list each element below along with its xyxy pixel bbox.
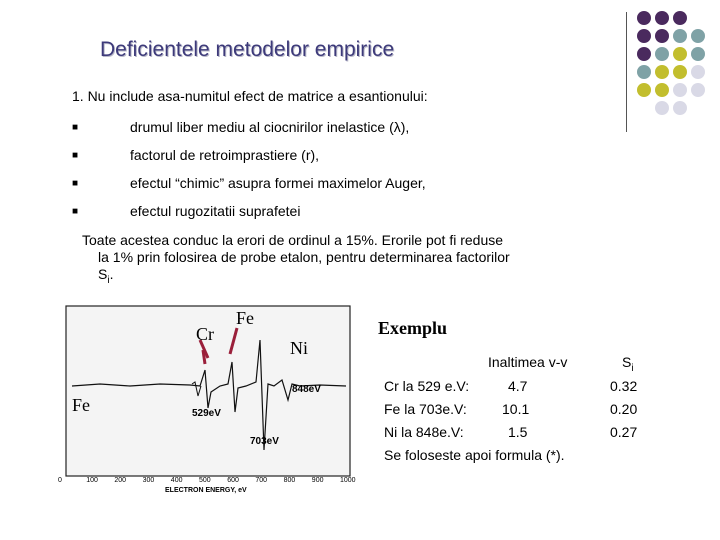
- summary-paragraph: [82, 232, 582, 289]
- x-tick-label: 600: [227, 477, 239, 484]
- bullet-item: drumul liber mediu al ciocnirilor inelastice (λ),: [130, 119, 410, 135]
- decorative-dot: [673, 65, 687, 79]
- x-axis-label: ELECTRON ENERGY, eV: [165, 487, 247, 494]
- peak-label-848: 848eV: [292, 384, 321, 395]
- row-label: Cr la 529 e.V:: [384, 378, 470, 394]
- decorative-dot: [673, 47, 687, 61]
- decorative-dot: [637, 65, 651, 79]
- paragraph-line: Toate acestea conduc la erori de ordinul a 15%. Erorile pot fi reduse: [82, 232, 504, 248]
- decorative-dot: [655, 83, 669, 97]
- decorative-dot: [655, 65, 669, 79]
- peak-label-529: 529eV: [192, 408, 221, 419]
- row-s: 0.32: [610, 378, 638, 394]
- row-s: 0.27: [610, 424, 638, 440]
- decorative-dot: [691, 83, 705, 97]
- decorative-dot: [691, 29, 705, 43]
- row-height: 1.5: [508, 424, 528, 440]
- x-tick-label: 200: [114, 477, 127, 484]
- x-tick-label: 700: [255, 477, 268, 484]
- decorative-dot: [637, 29, 651, 43]
- decorative-vertical-line: [626, 12, 627, 132]
- x-tick-label: 300: [142, 477, 155, 484]
- decorative-dot: [691, 47, 705, 61]
- bullet-marker: ■: [72, 150, 79, 161]
- example-heading: Exemplu: [378, 318, 448, 338]
- row-label: Fe la 703e.V:: [384, 401, 467, 417]
- bullet-marker: ■: [72, 178, 79, 189]
- decorative-dot: [637, 11, 651, 25]
- x-axis-ticks: [60, 477, 354, 487]
- bullet-item: factorul de retroimprastiere (r),: [130, 147, 320, 163]
- x-tick-label: 100: [86, 477, 98, 484]
- decorative-dot: [673, 101, 687, 115]
- slide-title: Deficientele metodelor empirice: [100, 38, 395, 61]
- x-tick-label: 800: [283, 477, 296, 484]
- decorative-dot: [691, 65, 705, 79]
- example-note: Se foloseste apoi formula (*).: [384, 447, 565, 463]
- paragraph-line: $S_i$.: [98, 266, 114, 286]
- decorative-dot: [673, 83, 687, 97]
- x-tick-label: 400: [170, 477, 183, 484]
- x-tick-label: 0: [58, 477, 62, 484]
- bullet-marker: ■: [72, 206, 79, 217]
- row-label: Ni la 848e.V:: [384, 424, 464, 440]
- decorative-dot: [655, 101, 669, 115]
- decorative-dot: [637, 47, 651, 61]
- column-header-s: $S_i$: [622, 354, 634, 374]
- column-header-height: Inaltimea v-v: [488, 354, 568, 370]
- decorative-dot: [655, 47, 669, 61]
- decorative-dot: [655, 11, 669, 25]
- label-ni: Ni: [290, 338, 308, 358]
- peak-label-703: 703eV: [250, 436, 279, 447]
- label-fe-left: Fe: [72, 395, 90, 415]
- row-height: 10.1: [502, 401, 530, 417]
- bullet-marker: ■: [72, 122, 79, 133]
- decorative-dot: [637, 83, 651, 97]
- label-cr: Cr: [196, 324, 214, 344]
- row-height: 4.7: [508, 378, 528, 394]
- decorative-dot: [673, 29, 687, 43]
- label-fe-top: Fe: [236, 308, 254, 328]
- decorative-dot: [655, 29, 669, 43]
- intro-line: 1. Nu include asa-numitul efect de matrice a esantionului:: [72, 88, 428, 104]
- paragraph-line: la 1% prin folosirea de probe etalon, pentru determinarea factorilor: [98, 249, 510, 265]
- x-tick-label: 900: [311, 477, 324, 484]
- bullet-item: efectul “chimic” asupra formei maximelor Auger,: [130, 175, 426, 191]
- x-tick-label: 1000: [340, 477, 356, 484]
- bullet-item: efectul rugozitatii suprafetei: [130, 203, 301, 219]
- decorative-dot-grid: [636, 10, 720, 120]
- row-s: 0.20: [610, 401, 638, 417]
- x-tick-label: 500: [199, 477, 211, 484]
- decorative-dot: [673, 11, 687, 25]
